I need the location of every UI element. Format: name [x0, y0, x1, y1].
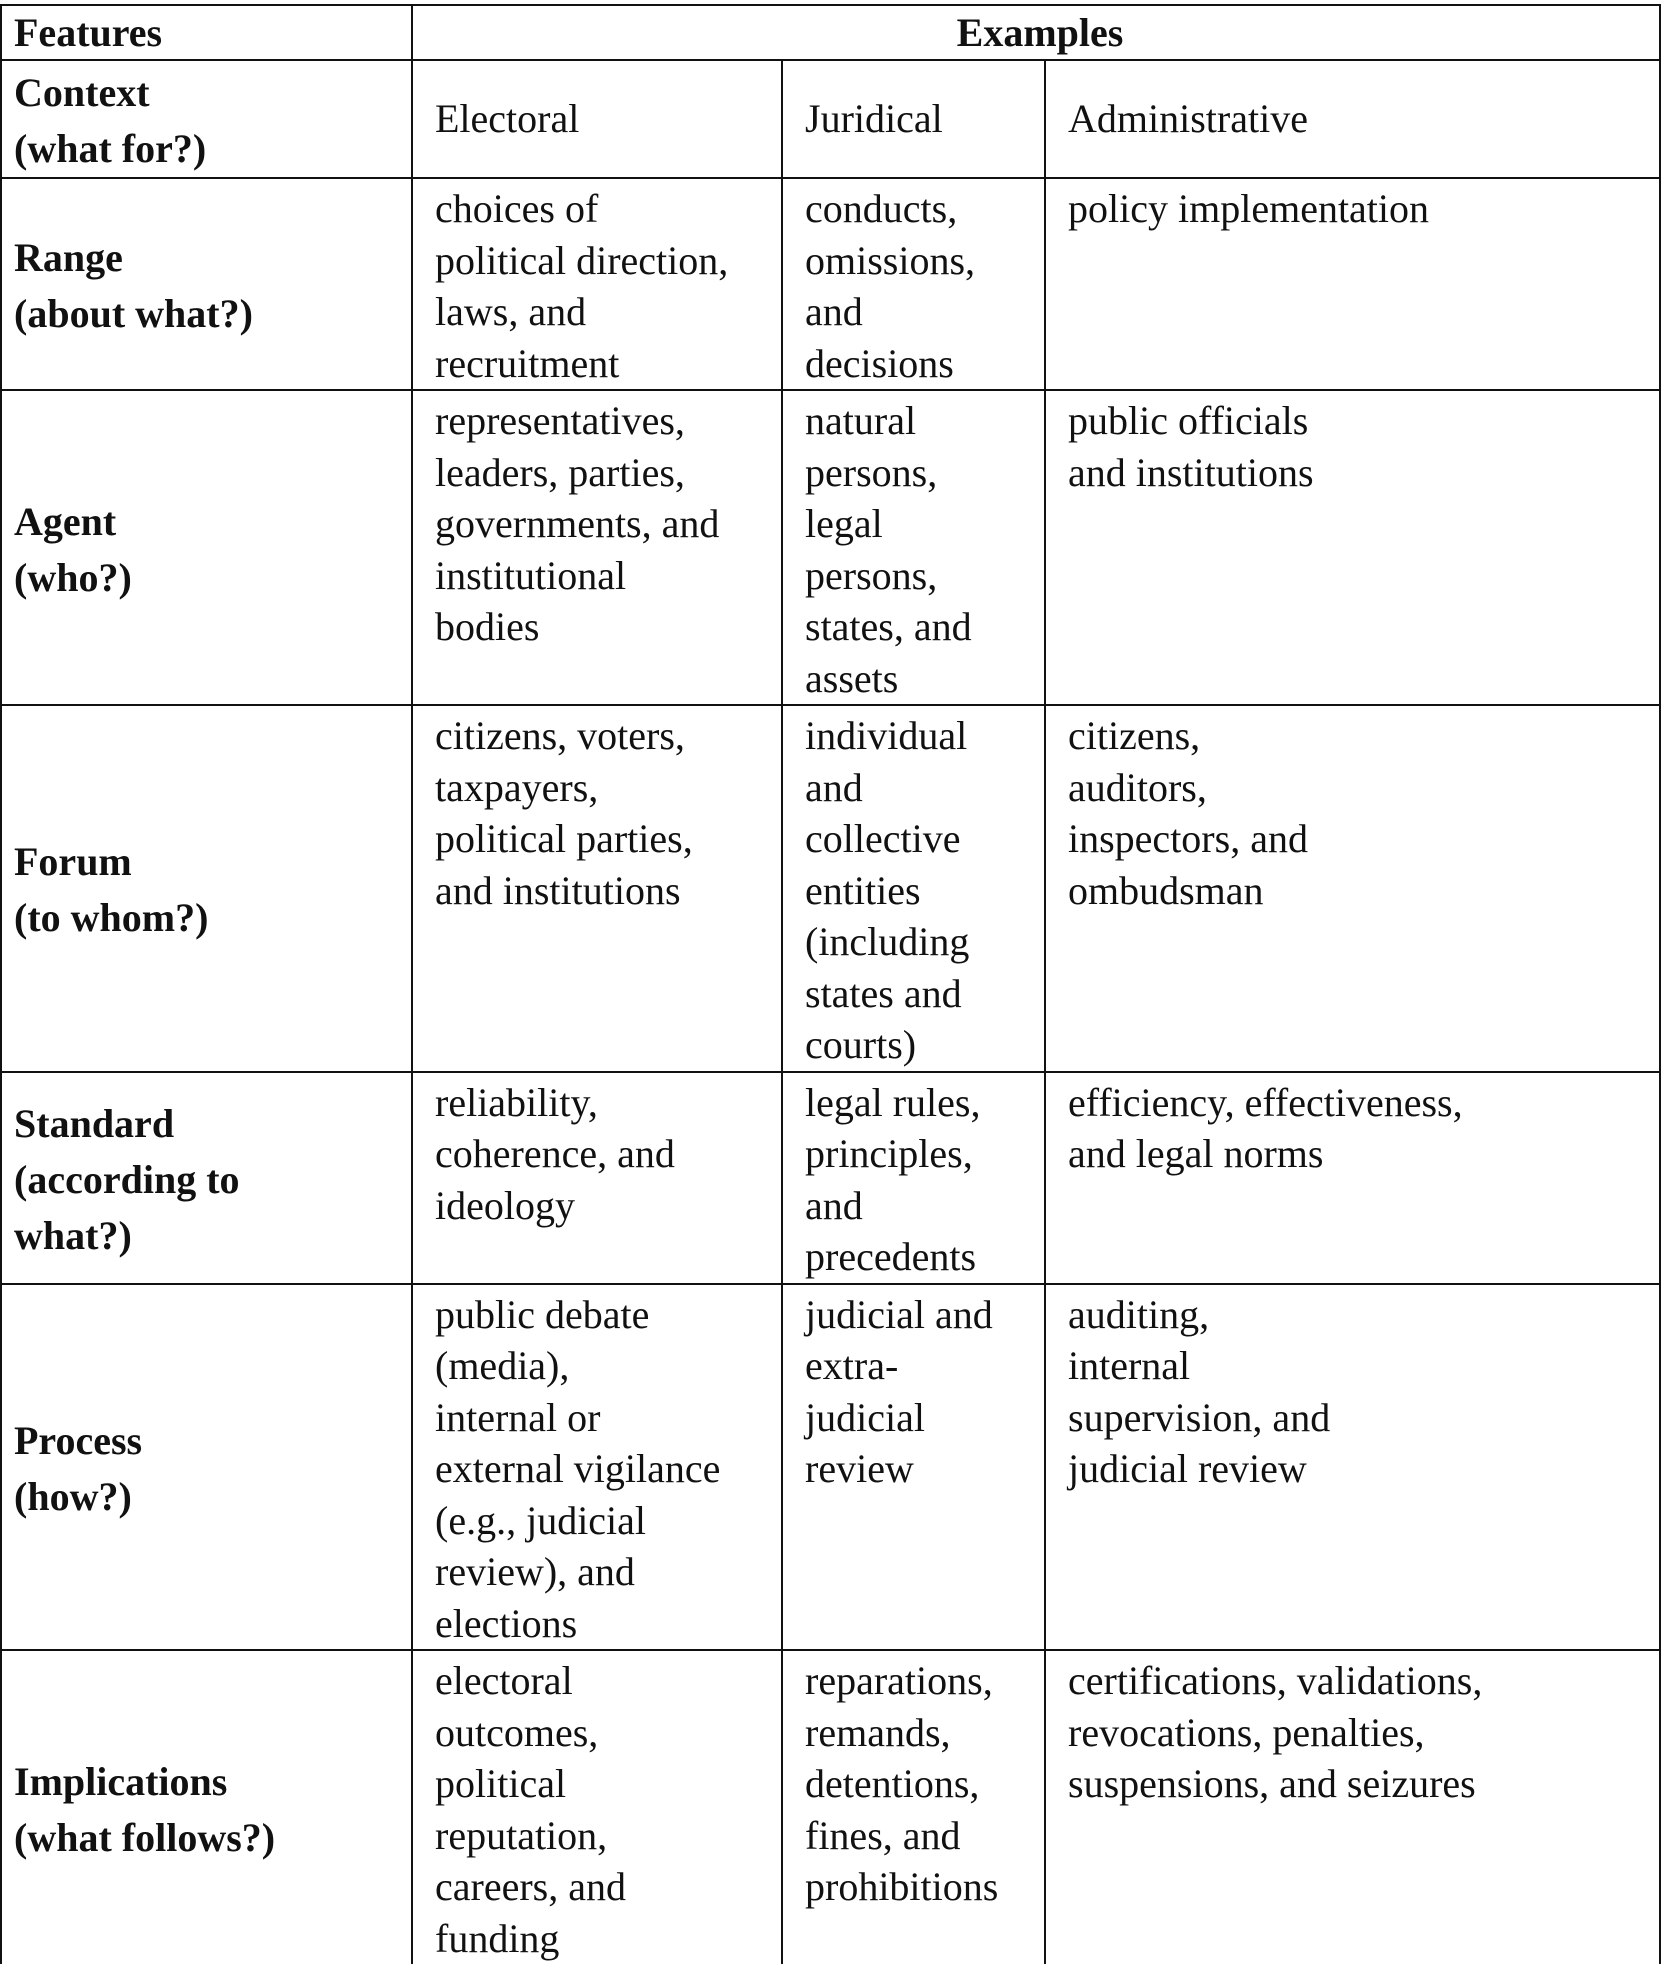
feature-name: Standard	[14, 1096, 407, 1152]
cell-line: natural	[805, 395, 1030, 447]
cell-line: collective	[805, 813, 1030, 865]
cell-line: and legal norms	[1068, 1128, 1645, 1180]
cell-line: decisions	[805, 338, 1030, 390]
cell-line: policy implementation	[1068, 183, 1645, 235]
table-row-forum	[1, 705, 1660, 1072]
cell-line: auditors,	[1068, 762, 1645, 814]
cell-line: elections	[435, 1598, 767, 1650]
cell-line: inspectors, and	[1068, 813, 1645, 865]
cell-line: leaders, parties,	[435, 447, 767, 499]
cell-line: electoral	[435, 1655, 767, 1707]
cell-line: reliability,	[435, 1077, 767, 1129]
standard-juridical	[782, 1072, 1045, 1284]
feature-name: Forum	[14, 834, 407, 890]
features-column-header: Features	[1, 5, 412, 60]
cell-line: choices of	[435, 183, 767, 235]
forum-electoral	[412, 705, 782, 1072]
cell-line: representatives,	[435, 395, 767, 447]
cell-line: institutional	[435, 550, 767, 602]
feature-label-implications	[1, 1650, 412, 1964]
cell-line: judicial and	[805, 1289, 1030, 1341]
agent-electoral	[412, 390, 782, 705]
cell-line: and institutions	[435, 865, 767, 917]
cell-line: recruitment	[435, 338, 767, 390]
cell-line: outcomes,	[435, 1707, 767, 1759]
process-electoral	[412, 1284, 782, 1651]
context-row	[1, 60, 1660, 178]
cell-line: political	[435, 1758, 767, 1810]
table-row-standard	[1, 1072, 1660, 1284]
cell-line: certifications, validations,	[1068, 1655, 1645, 1707]
cell-line: laws, and	[435, 286, 767, 338]
cell-line: suspensions, and seizures	[1068, 1758, 1645, 1810]
cell-line: public debate	[435, 1289, 767, 1341]
cell-line: and	[805, 1180, 1030, 1232]
cell-line: legal rules,	[805, 1077, 1030, 1129]
cell-line: judicial review	[1068, 1443, 1645, 1495]
cell-line: governments, and	[435, 498, 767, 550]
cell-line: precedents	[805, 1231, 1030, 1283]
cell-line: careers, and	[435, 1861, 767, 1913]
implications-juridical	[782, 1650, 1045, 1964]
cell-line: entities	[805, 865, 1030, 917]
cell-line: political direction,	[435, 235, 767, 287]
cell-line: reputation,	[435, 1810, 767, 1862]
cell-line: ideology	[435, 1180, 767, 1232]
feature-label-context	[1, 60, 412, 178]
cell-line: internal or	[435, 1392, 767, 1444]
cell-line: review), and	[435, 1546, 767, 1598]
cell-line: individual	[805, 710, 1030, 762]
feature-label-range	[1, 178, 412, 390]
agent-administrative	[1045, 390, 1660, 705]
cell-line: fines, and	[805, 1810, 1030, 1862]
implications-electoral	[412, 1650, 782, 1964]
table-row-implications	[1, 1650, 1660, 1964]
cell-line: efficiency, effectiveness,	[1068, 1077, 1645, 1129]
cell-line: remands,	[805, 1707, 1030, 1759]
cell-line: citizens, voters,	[435, 710, 767, 762]
cell-line: persons,	[805, 550, 1030, 602]
cell-line: revocations, penalties,	[1068, 1707, 1645, 1759]
cell-line: and	[805, 286, 1030, 338]
feature-name: Process	[14, 1413, 407, 1469]
table-row-agent	[1, 390, 1660, 705]
range-juridical	[782, 178, 1045, 390]
standard-administrative	[1045, 1072, 1660, 1284]
process-juridical	[782, 1284, 1045, 1651]
implications-administrative	[1045, 1650, 1660, 1964]
cell-line: principles,	[805, 1128, 1030, 1180]
header-row	[1, 5, 1660, 60]
cell-line: and	[805, 762, 1030, 814]
context-electoral: Electoral	[412, 60, 782, 178]
cell-line: courts)	[805, 1019, 1030, 1071]
cell-line: bodies	[435, 601, 767, 653]
agent-juridical	[782, 390, 1045, 705]
feature-label-forum	[1, 705, 412, 1072]
feature-label-process	[1, 1284, 412, 1651]
cell-line: legal	[805, 498, 1030, 550]
feature-name: Context	[14, 65, 407, 121]
accountability-features-table	[0, 4, 1661, 1964]
feature-name: Implications	[14, 1754, 407, 1810]
table-row-process	[1, 1284, 1660, 1651]
feature-label-agent	[1, 390, 412, 705]
feature-question: (what for?)	[14, 121, 407, 177]
cell-line: coherence, and	[435, 1128, 767, 1180]
cell-line: auditing,	[1068, 1289, 1645, 1341]
range-electoral	[412, 178, 782, 390]
cell-line: political parties,	[435, 813, 767, 865]
cell-line: persons,	[805, 447, 1030, 499]
cell-line: review	[805, 1443, 1030, 1495]
context-juridical: Juridical	[782, 60, 1045, 178]
cell-line: reparations,	[805, 1655, 1030, 1707]
feature-name: Agent	[14, 494, 407, 550]
feature-question: what?)	[14, 1208, 407, 1264]
cell-line: prohibitions	[805, 1861, 1030, 1913]
cell-line: omissions,	[805, 235, 1030, 287]
cell-line: internal	[1068, 1340, 1645, 1392]
feature-question: (to whom?)	[14, 890, 407, 946]
cell-line: taxpayers,	[435, 762, 767, 814]
cell-line: ombudsman	[1068, 865, 1645, 917]
cell-line: funding	[435, 1913, 767, 1964]
forum-juridical	[782, 705, 1045, 1072]
feature-question: (what follows?)	[14, 1810, 407, 1866]
cell-line: detentions,	[805, 1758, 1030, 1810]
forum-administrative	[1045, 705, 1660, 1072]
cell-line: judicial	[805, 1392, 1030, 1444]
cell-line: (including	[805, 916, 1030, 968]
cell-line: states, and	[805, 601, 1030, 653]
cell-line: external vigilance	[435, 1443, 767, 1495]
feature-label-standard	[1, 1072, 412, 1284]
cell-line: assets	[805, 653, 1030, 705]
feature-name: Range	[14, 230, 407, 286]
cell-line: and institutions	[1068, 447, 1645, 499]
feature-question: (how?)	[14, 1469, 407, 1525]
context-administrative: Administrative	[1045, 60, 1660, 178]
cell-line: supervision, and	[1068, 1392, 1645, 1444]
cell-line: (e.g., judicial	[435, 1495, 767, 1547]
cell-line: conducts,	[805, 183, 1030, 235]
process-administrative	[1045, 1284, 1660, 1651]
examples-column-header: Examples	[412, 5, 1660, 60]
standard-electoral	[412, 1072, 782, 1284]
cell-line: public officials	[1068, 395, 1645, 447]
feature-question: (about what?)	[14, 286, 407, 342]
cell-line: states and	[805, 968, 1030, 1020]
cell-line: extra-	[805, 1340, 1030, 1392]
feature-question: (who?)	[14, 550, 407, 606]
table-row-range	[1, 178, 1660, 390]
feature-question: (according to	[14, 1152, 407, 1208]
range-administrative	[1045, 178, 1660, 390]
cell-line: (media),	[435, 1340, 767, 1392]
cell-line: citizens,	[1068, 710, 1645, 762]
